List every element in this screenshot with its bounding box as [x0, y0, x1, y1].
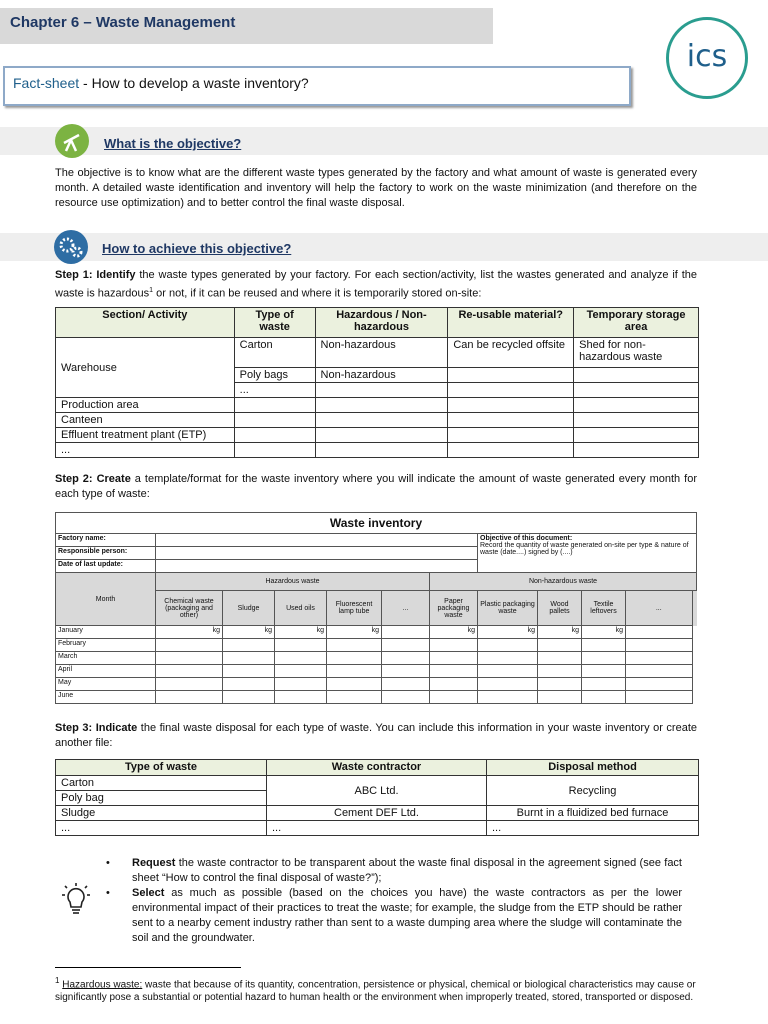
hazardous-header: Hazardous waste [156, 573, 430, 591]
step1-text-a: the waste types generated by your factory. For each section/activity, list the wastes generated and analyze if the waste is hazardous [55, 269, 697, 300]
unit-cell: kg [538, 626, 582, 639]
table-row [56, 691, 697, 704]
month-cell: February [56, 639, 156, 652]
table-row [56, 626, 697, 639]
table-row [56, 428, 699, 443]
month-cell: June [56, 691, 156, 704]
factory-field[interactable] [156, 534, 478, 547]
factory-label: Factory name: [56, 534, 156, 547]
col-header: Fluorescent lamp tube [327, 591, 382, 626]
tip2-text: as much as possible (based on the choices you have) the waste contractors as per the lower environmental impact of their practices to treat the waste; for example, the sludge from the ETP should be rather sent to a nearby cement industry rather than sent to a waste dumping area where the sludge will contaminate the soil and the groundwater. [132, 887, 682, 944]
cell: ... [487, 821, 699, 836]
achieve-title: How to achieve this objective? [102, 241, 292, 256]
table-row [56, 652, 697, 665]
last-update-label: Date of last update: [56, 560, 156, 573]
month-cell: January [56, 626, 156, 639]
th-hazardous: Hazardous / Non-hazardous [315, 308, 448, 338]
th-disposal: Disposal method [487, 760, 699, 776]
step2-body: a template/format for the waste inventory where you will indicate the amount of waste generated every month for each type of waste: [55, 473, 697, 500]
last-update-field[interactable] [156, 560, 478, 573]
objective-box-text: Record the quantity of waste generated on-site per type & nature of waste (date....) signed by (....) [480, 542, 689, 556]
unit-cell: kg [430, 626, 478, 639]
cell-warehouse: Warehouse [56, 338, 235, 398]
th-storage: Temporary storage area [574, 308, 699, 338]
responsible-field[interactable] [156, 547, 478, 560]
step3-body: the final waste disposal for each type of waste. You can include this information in your waste inventory or create another file: [55, 722, 697, 749]
fact-prefix: Fact-sheet [13, 75, 80, 91]
unit-cell: kg [582, 626, 626, 639]
tip2-bold: Select [132, 887, 165, 899]
col-header: Wood pallets [538, 591, 582, 626]
col-header: Used oils [275, 591, 327, 626]
footnote-term: Hazardous waste: [62, 979, 143, 991]
fact-sheet-title [3, 66, 631, 106]
cell: Non-hazardous [315, 338, 448, 368]
footnote-ref: 1 [149, 287, 154, 294]
unit-cell: kg [327, 626, 382, 639]
objective-title: What is the objective? [104, 136, 242, 151]
fact-heading: How to develop a waste inventory? [91, 75, 309, 91]
cell: Shed for non-hazardous waste [574, 338, 699, 368]
step2-label: Step 2: [55, 473, 93, 485]
lightbulb-icon [56, 880, 96, 925]
th-type-of-waste: Type of waste [56, 760, 267, 776]
tips-list [100, 856, 682, 946]
cell: ... [267, 821, 487, 836]
col-header: Textile leftovers [582, 591, 626, 626]
footnote [55, 974, 697, 1004]
cell: ... [234, 383, 315, 398]
cell-abc: ABC Ltd. [267, 776, 487, 806]
objective-box [478, 534, 697, 573]
cell-recycling: Recycling [487, 776, 699, 806]
th-contractor: Waste contractor [267, 760, 487, 776]
unit-cell: kg [223, 626, 275, 639]
table-row [56, 821, 699, 836]
unit-cell: kg [156, 626, 223, 639]
chapter-title: Chapter 6 – Waste Management [0, 8, 493, 44]
list-item [100, 856, 682, 886]
responsible-label: Responsible person: [56, 547, 156, 560]
month-cell: May [56, 678, 156, 691]
step2-text [55, 472, 697, 502]
month-cell: March [56, 652, 156, 665]
table-row [56, 678, 697, 691]
table-row [56, 398, 699, 413]
th-section: Section/ Activity [56, 308, 235, 338]
step3-verb: Indicate [95, 722, 138, 734]
disposal-table [55, 759, 699, 836]
cell: ... [56, 443, 235, 458]
cell: Carton [234, 338, 315, 368]
table-row [56, 443, 699, 458]
th-reusable: Re-usable material? [448, 308, 574, 338]
col-header: Chemical waste (packaging and other) [156, 591, 223, 626]
table-row [56, 665, 697, 678]
tip1-bold: Request [132, 857, 176, 869]
col-header: ... [382, 591, 430, 626]
cell: Production area [56, 398, 235, 413]
cell-furnace: Burnt in a fluidized bed furnace [487, 806, 699, 821]
table-row [56, 338, 699, 368]
objective-text: The objective is to know what are the different waste types generated by the factory and what amount of waste is generated every month. A detailed waste identification and inventory will help the factory to work on the waste minimization (and therefore on the resource use optimization) and to better control the final waste disposal. [55, 167, 697, 209]
step2-verb: Create [96, 473, 131, 485]
unit-cell: kg [275, 626, 327, 639]
cell: Carton [56, 776, 267, 791]
step3-text [55, 721, 697, 751]
th-type: Type of waste [234, 308, 315, 338]
table-row [56, 413, 699, 428]
col-header: Plastic packaging waste [478, 591, 538, 626]
objective-box-title: Objective of this document: [480, 535, 573, 542]
step1-text-b: or not, if it can be reused and where it is temporarily stored on-site: [153, 287, 482, 300]
step3-label: Step 3: [55, 722, 93, 734]
footnote-number: 1 [55, 976, 60, 985]
footnote-text: waste that because of its quantity, concentration, persistence or physical, chemical or biological characteristics may cause or significantly pose a substantial or potential hazard to human health or the environment when improperly treated, stored, transported or disposed. [55, 979, 696, 1004]
table-row [56, 776, 699, 791]
col-header: ... [626, 591, 693, 626]
tip1-text: the waste contractor to be transparent about the waste final disposal in the agreement signed (see fact sheet “How to control the final disposal of waste?”); [132, 857, 682, 884]
telescope-icon [55, 124, 89, 158]
non-hazardous-header: Non-hazardous waste [430, 573, 697, 591]
fact-separator: - [79, 75, 92, 91]
step1-verb: Identify [96, 269, 136, 281]
cell: Non-hazardous [315, 368, 448, 383]
cell: Canteen [56, 413, 235, 428]
footnote-divider [55, 967, 241, 968]
cell-cement: Cement DEF Ltd. [267, 806, 487, 821]
list-item [100, 886, 682, 946]
step1-label: Step 1: [55, 269, 93, 281]
cell: Effluent treatment plant (ETP) [56, 428, 235, 443]
cell: Poly bags [234, 368, 315, 383]
table-row [56, 639, 697, 652]
col-header: Paper packaging waste [430, 591, 478, 626]
cell: Poly bag [56, 791, 267, 806]
col-header: Sludge [223, 591, 275, 626]
cell: Can be recycled offsite [448, 338, 574, 368]
inventory-title: Waste inventory [56, 513, 697, 534]
gears-icon [54, 230, 88, 264]
month-header: Month [56, 573, 156, 626]
ics-logo: ics [666, 17, 748, 99]
month-cell: April [56, 665, 156, 678]
unit-cell: kg [478, 626, 538, 639]
waste-identification-table [55, 307, 699, 458]
step1-text [55, 268, 697, 302]
cell: ... [56, 821, 267, 836]
waste-inventory-table [55, 512, 697, 704]
cell: Sludge [56, 806, 267, 821]
table-row [56, 806, 699, 821]
